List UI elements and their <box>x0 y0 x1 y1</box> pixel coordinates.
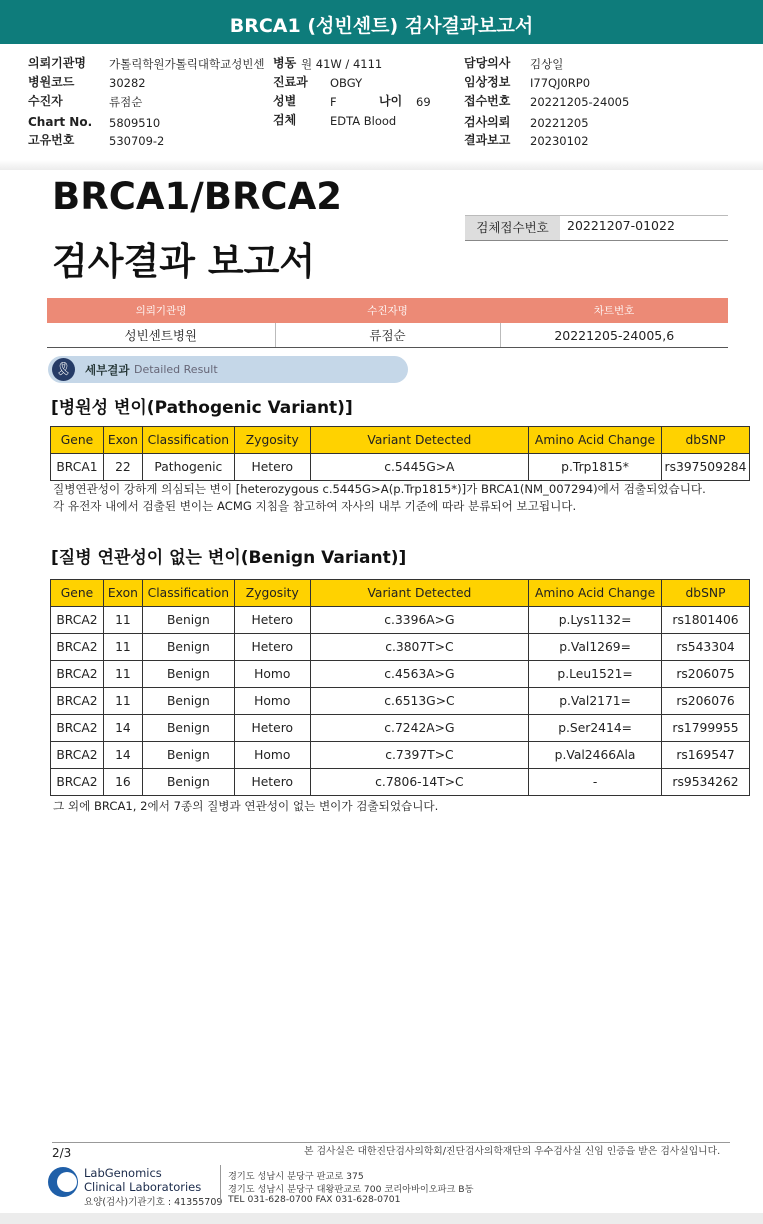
gene-cell: BRCA2 <box>51 634 104 661</box>
classification-cell: Pathogenic <box>142 454 234 481</box>
amino-acid-cell: p.Ser2414= <box>529 715 662 742</box>
zygosity-cell: Hetero <box>234 607 310 634</box>
info-value: F <box>330 95 337 109</box>
table-row <box>51 454 750 481</box>
column-header: Classification <box>142 427 234 454</box>
certification-text: 본 검사실은 대한진단검사의학회/진단검사의학재단의 우수검사실 신임 인증을 받은 검사실입니다. <box>304 1146 721 1157</box>
report-header-title: BRCA1 (성빈센트) 검사결과보고서 <box>0 0 763 44</box>
column-header: Exon <box>103 427 142 454</box>
info-label: 담당의사 <box>464 56 511 70</box>
zygosity-cell: Homo <box>234 688 310 715</box>
column-header: Amino Acid Change <box>529 580 662 607</box>
org-cell: 성빈센트병원 <box>47 323 275 348</box>
column-header: Exon <box>103 580 142 607</box>
column-header: Zygosity <box>234 427 310 454</box>
dbsnp-cell: rs1799955 <box>662 715 750 742</box>
column-header: dbSNP <box>661 427 749 454</box>
table-row <box>51 661 750 688</box>
table-row <box>51 634 750 661</box>
info-label: 검사의뢰 <box>464 115 511 129</box>
variant-cell: c.7806-14T>C <box>310 769 528 796</box>
column-header: Zygosity <box>234 580 310 607</box>
report-title: BRCA1/BRCA2 <box>52 175 342 218</box>
exon-cell: 11 <box>103 688 142 715</box>
detail-title: 세부결과 <box>85 363 130 377</box>
classification-cell: Benign <box>142 634 234 661</box>
column-header: Variant Detected <box>310 427 528 454</box>
detail-subtitle: Detailed Result <box>134 363 218 376</box>
variant-cell: c.7397T>C <box>310 742 528 769</box>
pathogenic-table <box>50 426 750 481</box>
dbsnp-cell: rs206076 <box>662 688 750 715</box>
gene-cell: BRCA1 <box>51 454 104 481</box>
column-header: Classification <box>142 580 234 607</box>
classification-cell: Benign <box>142 661 234 688</box>
info-value: 20230102 <box>530 134 589 148</box>
amino-acid-cell: p.Val1269= <box>529 634 662 661</box>
page-number: 2/3 <box>52 1146 72 1160</box>
lab-subtitle: Clinical Laboratories <box>84 1180 202 1194</box>
info-value: 김상일 <box>530 57 564 71</box>
info-label: 병동 <box>273 56 297 70</box>
variant-cell: c.4563A>G <box>310 661 528 688</box>
org-cell: 20221205-24005,6 <box>500 323 728 348</box>
accession-number <box>465 215 728 241</box>
accession-label: 검체접수번호 <box>465 216 560 240</box>
info-label: 결과보고 <box>464 133 511 147</box>
info-value: 69 <box>416 95 431 109</box>
amino-acid-cell: - <box>529 769 662 796</box>
org-header: 수진자명 <box>275 298 500 323</box>
info-label: 접수번호 <box>464 94 511 108</box>
contact-line: TEL 031-628-0700 FAX 031-628-0701 <box>228 1194 401 1205</box>
classification-cell: Benign <box>142 715 234 742</box>
gene-cell: BRCA2 <box>51 769 104 796</box>
gene-cell: BRCA2 <box>51 661 104 688</box>
info-value: 20221205 <box>530 116 589 130</box>
gene-cell: BRCA2 <box>51 607 104 634</box>
info-label: 검체 <box>273 113 297 127</box>
lab-code: 요양(검사)기관기호 : 41355709 <box>84 1197 223 1208</box>
column-header: Gene <box>51 580 104 607</box>
exon-cell: 16 <box>103 769 142 796</box>
column-header: Gene <box>51 427 104 454</box>
gene-cell: BRCA2 <box>51 688 104 715</box>
org-table <box>47 298 728 348</box>
variant-cell: c.3396A>G <box>310 607 528 634</box>
column-header: dbSNP <box>662 580 750 607</box>
info-label: Chart No. <box>28 115 93 129</box>
zygosity-cell: Hetero <box>234 769 310 796</box>
info-label: 나이 <box>379 94 403 108</box>
info-value: 가톨릭학원가톨릭대학교성빈센 <box>109 57 265 71</box>
variant-cell: c.6513G>C <box>310 688 528 715</box>
org-header: 의뢰기관명 <box>47 298 275 323</box>
info-value: 5809510 <box>109 116 161 130</box>
classification-cell: Benign <box>142 688 234 715</box>
zygosity-cell: Hetero <box>234 454 310 481</box>
zygosity-cell: Hetero <box>234 715 310 742</box>
variant-cell: c.5445G>A <box>310 454 528 481</box>
exon-cell: 11 <box>103 607 142 634</box>
exon-cell: 14 <box>103 742 142 769</box>
zygosity-cell: Homo <box>234 661 310 688</box>
info-value: 530709-2 <box>109 134 165 148</box>
amino-acid-cell: p.Lys1132= <box>529 607 662 634</box>
amino-acid-cell: p.Leu1521= <box>529 661 662 688</box>
info-value: 20221205-24005 <box>530 95 630 109</box>
amino-acid-cell: p.Trp1815* <box>529 454 662 481</box>
address-line: 경기도 성남시 분당구 대왕판교로 700 코리아바이오파크 B동 <box>228 1184 474 1195</box>
lab-name: LabGenomics <box>84 1166 162 1180</box>
ribbon-icon: 🎗 <box>52 358 75 381</box>
report-subtitle: 검사결과 보고서 <box>52 240 316 283</box>
table-row <box>51 742 750 769</box>
classification-note: 각 유전자 내에서 검출된 변이는 ACMG 지침을 참고하여 자사의 내부 기준에 따라 분류되어 보고됩니다. <box>53 499 577 513</box>
zygosity-cell: Homo <box>234 742 310 769</box>
column-header: Amino Acid Change <box>529 427 662 454</box>
exon-cell: 22 <box>103 454 142 481</box>
info-label: 진료과 <box>273 75 308 89</box>
info-value: I77QJ0RP0 <box>530 76 591 90</box>
gene-cell: BRCA2 <box>51 715 104 742</box>
classification-cell: Benign <box>142 769 234 796</box>
dbsnp-cell: rs1801406 <box>662 607 750 634</box>
table-row <box>51 769 750 796</box>
info-label: 병원코드 <box>28 75 75 89</box>
benign-section-title: [질병 연관성이 없는 변이(Benign Variant)] <box>51 548 407 568</box>
amino-acid-cell: p.Val2466Ala <box>529 742 662 769</box>
labgenomics-logo <box>48 1167 78 1197</box>
pathogenic-section-title: [병원성 변이(Pathogenic Variant)] <box>51 398 353 418</box>
exon-cell: 14 <box>103 715 142 742</box>
accession-value: 20221207-01022 <box>567 218 675 233</box>
info-value: 류점순 <box>109 95 143 109</box>
dbsnp-cell: rs169547 <box>662 742 750 769</box>
amino-acid-cell: p.Val2171= <box>529 688 662 715</box>
info-label: 고유번호 <box>28 133 75 147</box>
info-label: 성별 <box>273 94 297 108</box>
info-label: 수진자 <box>28 94 63 108</box>
benign-note: 그 외에 BRCA1, 2에서 7종의 질병과 연관성이 없는 변이가 검출되었습니다. <box>53 799 439 813</box>
info-value: OBGY <box>330 76 363 90</box>
info-value: EDTA Blood <box>330 114 397 128</box>
dbsnp-cell: rs543304 <box>662 634 750 661</box>
detailed-result-banner <box>48 356 408 383</box>
gene-cell: BRCA2 <box>51 742 104 769</box>
table-row <box>51 688 750 715</box>
dbsnp-cell: rs9534262 <box>662 769 750 796</box>
benign-table <box>50 579 750 796</box>
exon-cell: 11 <box>103 661 142 688</box>
exon-cell: 11 <box>103 634 142 661</box>
info-label: 임상정보 <box>464 75 511 89</box>
info-label: 의뢰기관명 <box>28 56 86 70</box>
address-line: 경기도 성남시 분당구 판교로 375 <box>228 1171 364 1182</box>
org-header: 차트번호 <box>500 298 728 323</box>
org-cell: 류점순 <box>275 323 500 348</box>
column-header: Variant Detected <box>310 580 528 607</box>
zygosity-cell: Hetero <box>234 634 310 661</box>
table-row <box>51 607 750 634</box>
info-value: 원 41W / 4111 <box>301 57 383 71</box>
dbsnp-cell: rs206075 <box>662 661 750 688</box>
pathogenic-note: 질병연관성이 강하게 의심되는 변이 [heterozygous c.5445G>A(p.Trp1815*)]가 BRCA1(NM_007294)에서 검출되었습니다. <box>53 482 706 496</box>
dbsnp-cell: rs397509284 <box>661 454 749 481</box>
variant-cell: c.3807T>C <box>310 634 528 661</box>
classification-cell: Benign <box>142 607 234 634</box>
info-value: 30282 <box>109 76 146 90</box>
classification-cell: Benign <box>142 742 234 769</box>
variant-cell: c.7242A>G <box>310 715 528 742</box>
table-row <box>51 715 750 742</box>
